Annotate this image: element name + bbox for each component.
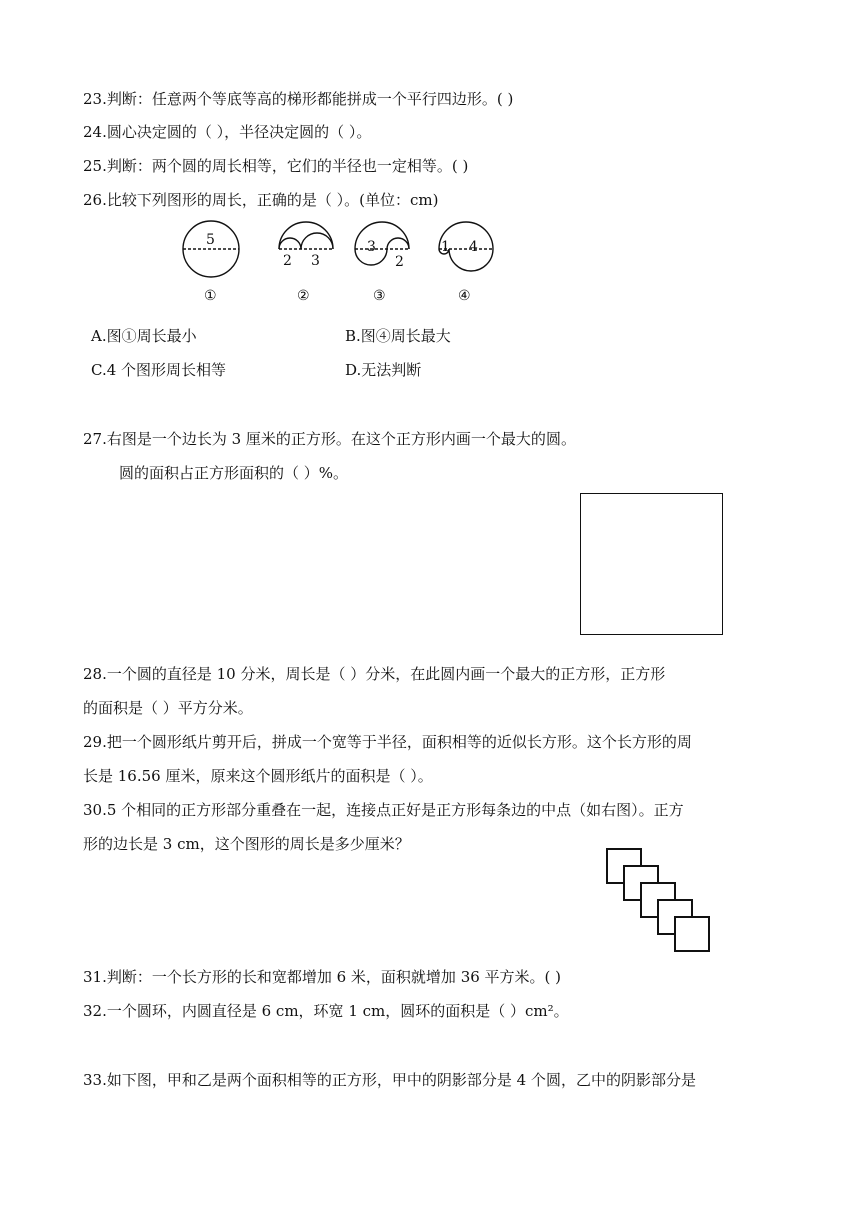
option-c: C.4 个图形周长相等 xyxy=(91,361,227,379)
option-a: A.图①周长最小 xyxy=(91,327,197,345)
question-26: 26.比较下列图形的周长，正确的是（ ）。(单位：cm) xyxy=(83,191,439,209)
q27-square-figure xyxy=(580,493,723,635)
figure-3-num-b: 2 xyxy=(395,254,404,270)
figure-4-num-a: 1 xyxy=(441,239,450,255)
question-32: 32.一个圆环，内圆直径是 6 cm，环宽 1 cm，圆环的面积是（ ）cm²。 xyxy=(83,1002,569,1020)
figure-2-small-arc xyxy=(279,238,301,249)
question-23: 23.判断：任意两个等底等高的梯形都能拼成一个平行四边形。( ) xyxy=(83,90,514,108)
figure-3-num-a: 3 xyxy=(367,239,376,255)
q26-figures xyxy=(175,218,505,306)
question-33: 33.如下图，甲和乙是两个面积相等的正方形，甲中的阴影部分是 4 个圆，乙中的阴影部分是 xyxy=(83,1071,696,1089)
figure-2-num-a: 2 xyxy=(283,253,292,269)
q30-overlapping-squares xyxy=(604,846,714,956)
figure-3-label: ③ xyxy=(373,288,386,304)
question-29-line-1: 29.把一个圆形纸片剪开后，拼成一个宽等于半径，面积相等的近似长方形。这个长方形的周 xyxy=(83,733,692,751)
question-27-line-2: 圆的面积占正方形面积的（ ）%。 xyxy=(119,464,349,482)
figure-2-medium-arc xyxy=(301,233,333,249)
figure-3-bottom-arc-right xyxy=(387,238,409,249)
question-31: 31.判断：一个长方形的长和宽都增加 6 米，面积就增加 36 平方米。( ) xyxy=(83,968,562,986)
question-28-line-1: 28.一个圆的直径是 10 分米，周长是（ ）分米，在此圆内画一个最大的正方形，正方形 xyxy=(83,665,666,683)
figure-2-num-b: 3 xyxy=(311,253,320,269)
question-30-line-2: 形的边长是 3 cm，这个图形的周长是多少厘米？ xyxy=(83,835,410,853)
question-28-line-2: 的面积是（ ）平方分米。 xyxy=(83,699,253,717)
figure-1-num: 5 xyxy=(206,232,215,248)
question-25: 25.判断：两个圆的周长相等，它们的半径也一定相等。( ) xyxy=(83,157,469,175)
square-5 xyxy=(675,917,709,951)
question-30-line-1: 30.5 个相同的正方形部分重叠在一起，连接点正好是正方形每条边的中点（如右图）。正方 xyxy=(83,801,684,819)
figure-1-label: ① xyxy=(204,288,217,304)
figure-2-label: ② xyxy=(297,288,310,304)
question-24: 24.圆心决定圆的（ ），半径决定圆的（ ）。 xyxy=(83,123,372,141)
figure-4-num-b: 4 xyxy=(469,239,478,255)
question-27-line-1: 27.右图是一个边长为 3 厘米的正方形。在这个正方形内画一个最大的圆。 xyxy=(83,430,576,448)
figure-3-top-arc xyxy=(355,222,409,249)
option-d: D.无法判断 xyxy=(345,361,422,379)
figure-4-label: ④ xyxy=(458,288,471,304)
option-b: B.图④周长最大 xyxy=(345,327,451,345)
question-29-line-2: 长是 16.56 厘米，原来这个圆形纸片的面积是（ ）。 xyxy=(83,767,433,785)
